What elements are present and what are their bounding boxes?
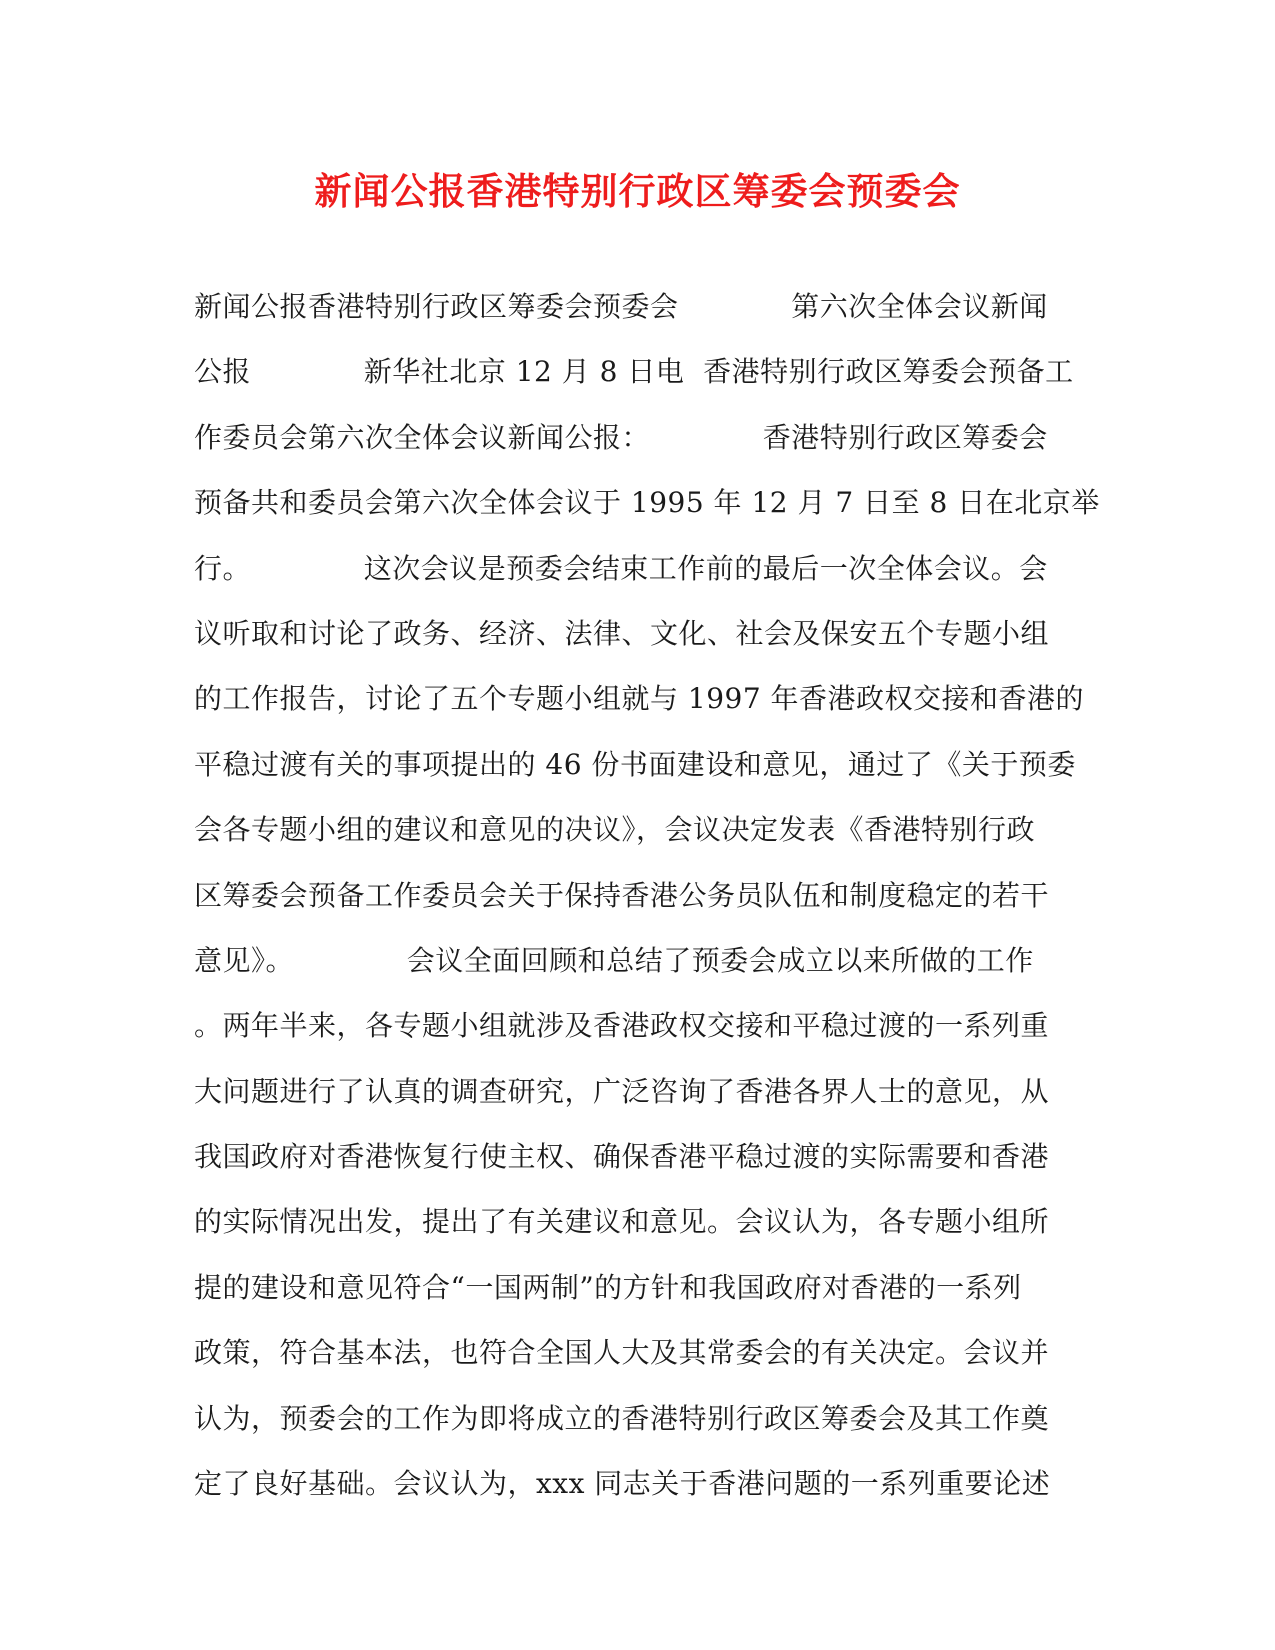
body-line: 新闻公报香港特别行政区筹委会预委会 第六次全体会议新闻 [194, 290, 1048, 323]
body-line: 公报 新华社北京 12 月 8 日电 香港特别行政区筹委会预备工 [194, 355, 1074, 389]
body-line: 政策，符合基本法，也符合全国人大及其常委会的有关决定。会议并 [194, 1336, 1050, 1370]
body-line: 大问题进行了认真的调查研究，广泛咨询了香港各界人士的意见，从 [194, 1074, 1050, 1108]
body-line: 议听取和讨论了政务、经济、法律、文化、社会及保安五个专题小组 [194, 616, 1050, 650]
body-line: 作委员会第六次全体会议新闻公报： 香港特别行政区筹委会 [194, 420, 1048, 454]
body-line: 预备共和委员会第六次全体会议于 1995 年 12 月 7 日至 8 日在北京举 [194, 486, 1100, 520]
body-line: 行。 这次会议是预委会结束工作前的最后一次全体会议。会 [194, 551, 1048, 585]
body-line: 认为，预委会的工作为即将成立的香港特别行政区筹委会及其工作奠 [194, 1401, 1050, 1435]
body-line: 会各专题小组的建议和意见的决议》，会议决定发表《香港特别行政 [194, 813, 1036, 847]
body-line: 的工作报告，讨论了五个专题小组就与 1997 年香港政权交接和香港的 [194, 682, 1085, 716]
document-body [194, 282, 1100, 1524]
body-line: 定了良好基础。会议认为，xxx 同志关于香港问题的一系列重要论述 [194, 1467, 1051, 1501]
body-line: 我国政府对香港恢复行使主权、确保香港平稳过渡的实际需要和香港 [194, 1140, 1050, 1174]
body-line: 意见》。 会议全面回顾和总结了预委会成立以来所做的工作 [194, 943, 1034, 977]
page-title: 新闻公报香港特别行政区筹委会预委会 [314, 169, 961, 213]
body-line: 提的建设和意见符合“一国两制”的方针和我国政府对香港的一系列 [194, 1270, 1022, 1304]
body-line: 。两年半来，各专题小组就涉及香港政权交接和平稳过渡的一系列重 [194, 1009, 1050, 1043]
body-line: 区筹委会预备工作委员会关于保持香港公务员队伍和制度稳定的若干 [194, 878, 1050, 912]
body-line: 平稳过渡有关的事项提出的 46 份书面建设和意见，通过了《关于预委 [194, 747, 1076, 781]
body-line: 的实际情况出发，提出了有关建议和意见。会议认为，各专题小组所 [194, 1205, 1050, 1239]
